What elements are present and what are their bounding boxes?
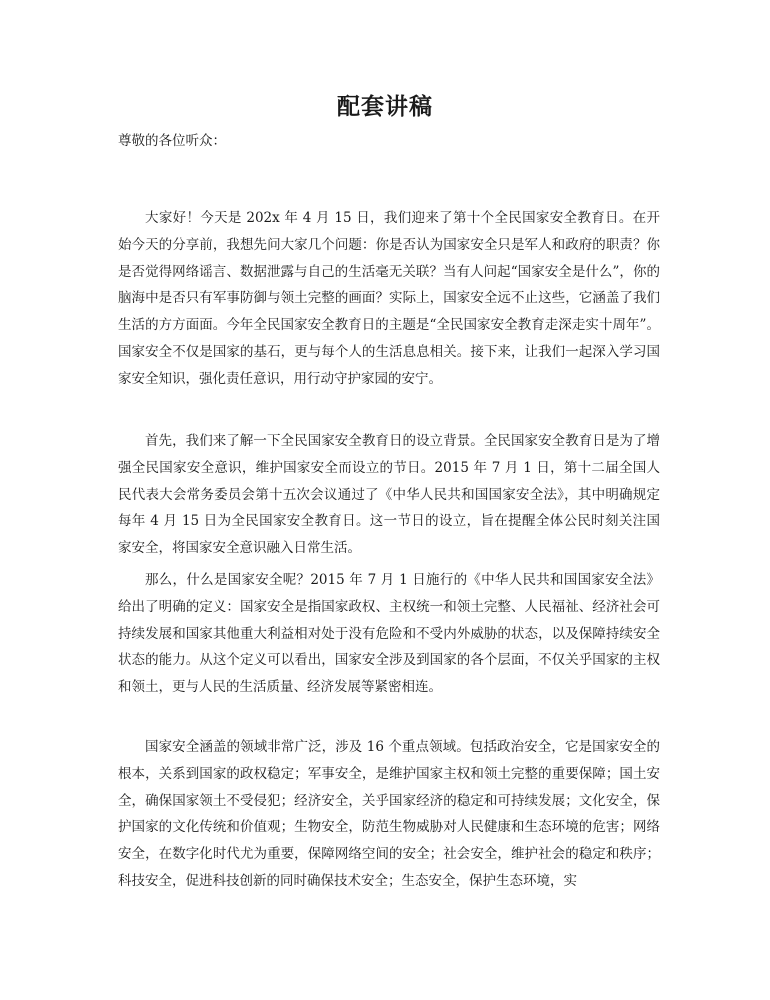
paragraph-domains: 国家安全涵盖的领域非常广泛，涉及 16 个重点领域。包括政治安全，它是国家安全的根本，关系到国家的政权稳定；军事安全，是维护国家主权和领土完整的重要保障；国土安全，确保国家领土不受侵犯；经济安全，关乎国家经济的稳定和可持续发展；文化安全，保护国家的文化传统和价值观；生物安全，防范生物威胁对人民健康和生态环境的危害；网络安全，在数字化时代尤为重要，保障网络空间的安全；社会安全，维护社会的稳定和秩序；科技安全，促进科技创新的同时确保技术安全；生态安全，保护生态环境，实 (118, 739, 660, 889)
paragraph-background: 首先，我们来了解一下全民国家安全教育日的设立背景。全民国家安全教育日是为了增强全民国家安全意识，维护国家安全而设立的节日。2015 年 7 月 1 日，第十二届全国人民代表大会常务委员会第十五次会议通过了《中华人民共和国国家安全法》，其中明确规定每年 4 月 15 日为全民国家安全教育日。这一节日的设立，旨在提醒全体公民时刻关注国家安全，将国家安全意识融入日常生活。 (118, 433, 660, 557)
salutation: 尊敬的各位听众： (118, 133, 226, 149)
paragraph-definition: 那么，什么是国家安全呢？2015 年 7 月 1 日施行的《中华人民共和国国家安全法》给出了明确的定义：国家安全是指国家政权、主权统一和领土完整、人民福祉、经济社会可持续发展和国家其他重大利益相对处于没有危险和不受内外威胁的状态，以及保障持续安全状态的能力。从这个定义可以看出，国家安全涉及到国家的各个层面，不仅关乎国家的主权和领土，更与人民的生活质量、经济发展等紧密相连。 (118, 572, 660, 696)
page-title: 配套讲稿 (337, 93, 433, 120)
paragraph-intro: 大家好！今天是 202x 年 4 月 15 日，我们迎来了第十个全民国家安全教育日。在开始今天的分享前，我想先问大家几个问题：你是否认为国家安全只是军人和政府的职责？你是否觉得网络谣言、数据泄露与自己的生活毫无关联？当有人问起“国家安全是什么”，你的脑海中是否只有军事防御与领土完整的画面？实际上，国家安全远不止这些，它涵盖了我们生活的方方面面。今年全民国家安全教育日的主题是“全民国家安全教育走深走实十周年”。国家安全不仅是国家的基石，更与每个人的生活息息相关。接下来，让我们一起深入学习国家安全知识，强化责任意识，用行动守护家园的安宁。 (118, 210, 660, 387)
